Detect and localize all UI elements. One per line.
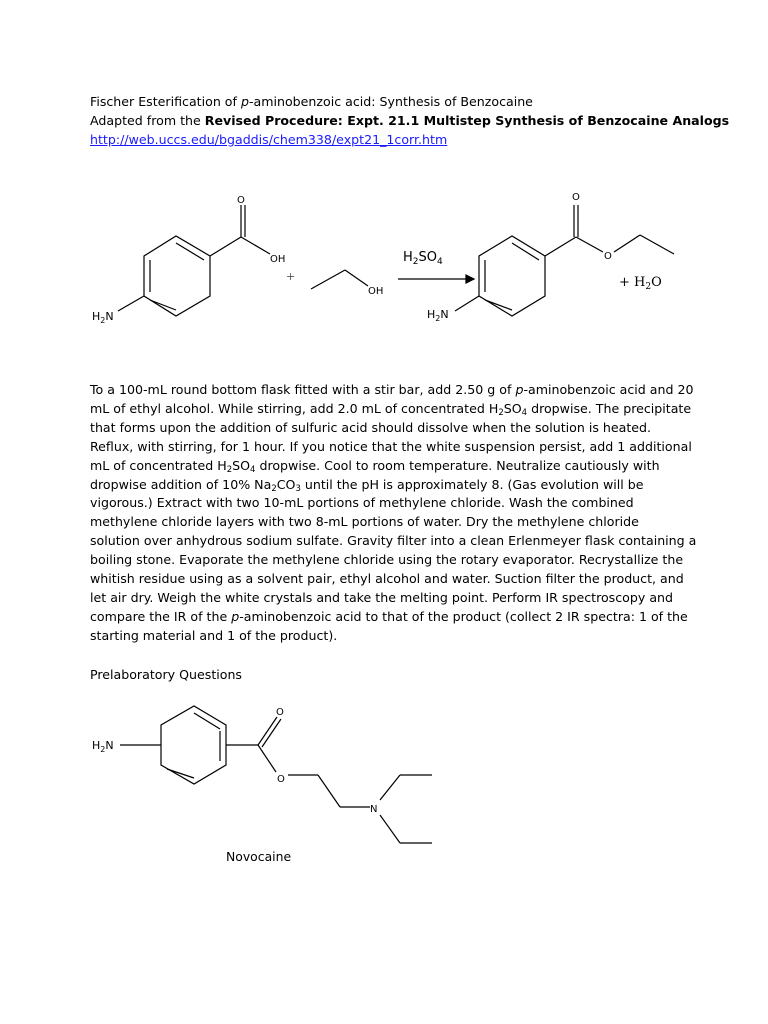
ethanol-oh: OH xyxy=(368,286,384,297)
pabab-oh: OH xyxy=(270,254,286,265)
pabab-amine-label: $H_2N$ xyxy=(92,310,114,325)
adapted-from-line: Adapted from the Revised Procedure: Expt. 21.1 Multistep Synthesis of Benzocaine Analogs xyxy=(90,113,730,128)
benzocaine-benzene-ring xyxy=(479,236,545,316)
water-byproduct: + $H_2O$ xyxy=(619,275,662,292)
plus-sign: + xyxy=(286,270,296,283)
product-carbonyl-o: O xyxy=(572,192,580,203)
novocaine-caption: Novocaine xyxy=(226,849,292,864)
reagent-h2so4: $H_2SO_4$ xyxy=(403,250,443,267)
novocaine-carbonyl-o: O xyxy=(276,707,284,718)
novocaine-benzene-ring xyxy=(161,706,226,784)
product-amine-label: $H_2N$ xyxy=(427,308,449,323)
document-title: Fischer Esterification of p-aminobenzoic acid: Synthesis of Benzocaine xyxy=(90,94,533,109)
novocaine-amine-label: $H_2N$ xyxy=(92,739,114,754)
pabab-carbonyl-o: O xyxy=(237,195,245,206)
novocaine-ester-o: O xyxy=(277,774,285,785)
prelab-heading: Prelaboratory Questions xyxy=(90,667,242,682)
source-link[interactable]: http://web.uccs.edu/bgaddis/chem338/expt21_1corr.htm xyxy=(90,132,448,147)
procedure-paragraph: To a 100-mL round bottom flask fitted with a stir bar, add 2.50 g of p-aminobenzoic acid and 20 mL of ethyl alcohol. While stirring, add 2.0 mL of concentrated $H_2SO_4$ dropwise. The precipitate that forms upon the addition of sulfuric acid should dissolve when the solution is heated. Reflux, with stirring, for 1 hour. If you notice that the white suspension persist, add 1 additional mL of concentrated $H_2SO_4$ dropwise. Cool to room temperature. Neutralize cautiously with dropwise addition of 10% $Na_2CO_3$ until the pH is approximately 8. (Gas evolution will be vigorous.) Extract with two 10-mL portions of methylene chloride. Wash the combined methylene chloride layers with two 8-mL portions of water. Dry the methylene chloride solution over anhydrous sodium sulfate. Gravity filter into a clean Erlenmeyer flask containing a boiling stone. Evaporate the methylene chloride using the rotary evaporator. Recrystallize the whitish residue using as a solvent pair, ethyl alcohol and water. Suction filter the product, and let air dry. Weigh the white crystals and take the melting point. Perform IR spectroscopy and compare the IR of the p-aminobenzoic acid to that of the product (collect 2 IR spectra: 1 of the starting material and 1 of the product). xyxy=(90,382,697,643)
product-ester-o: O xyxy=(604,251,612,262)
pabab-benzene-ring xyxy=(144,236,210,316)
novocaine-n: N xyxy=(370,804,378,815)
